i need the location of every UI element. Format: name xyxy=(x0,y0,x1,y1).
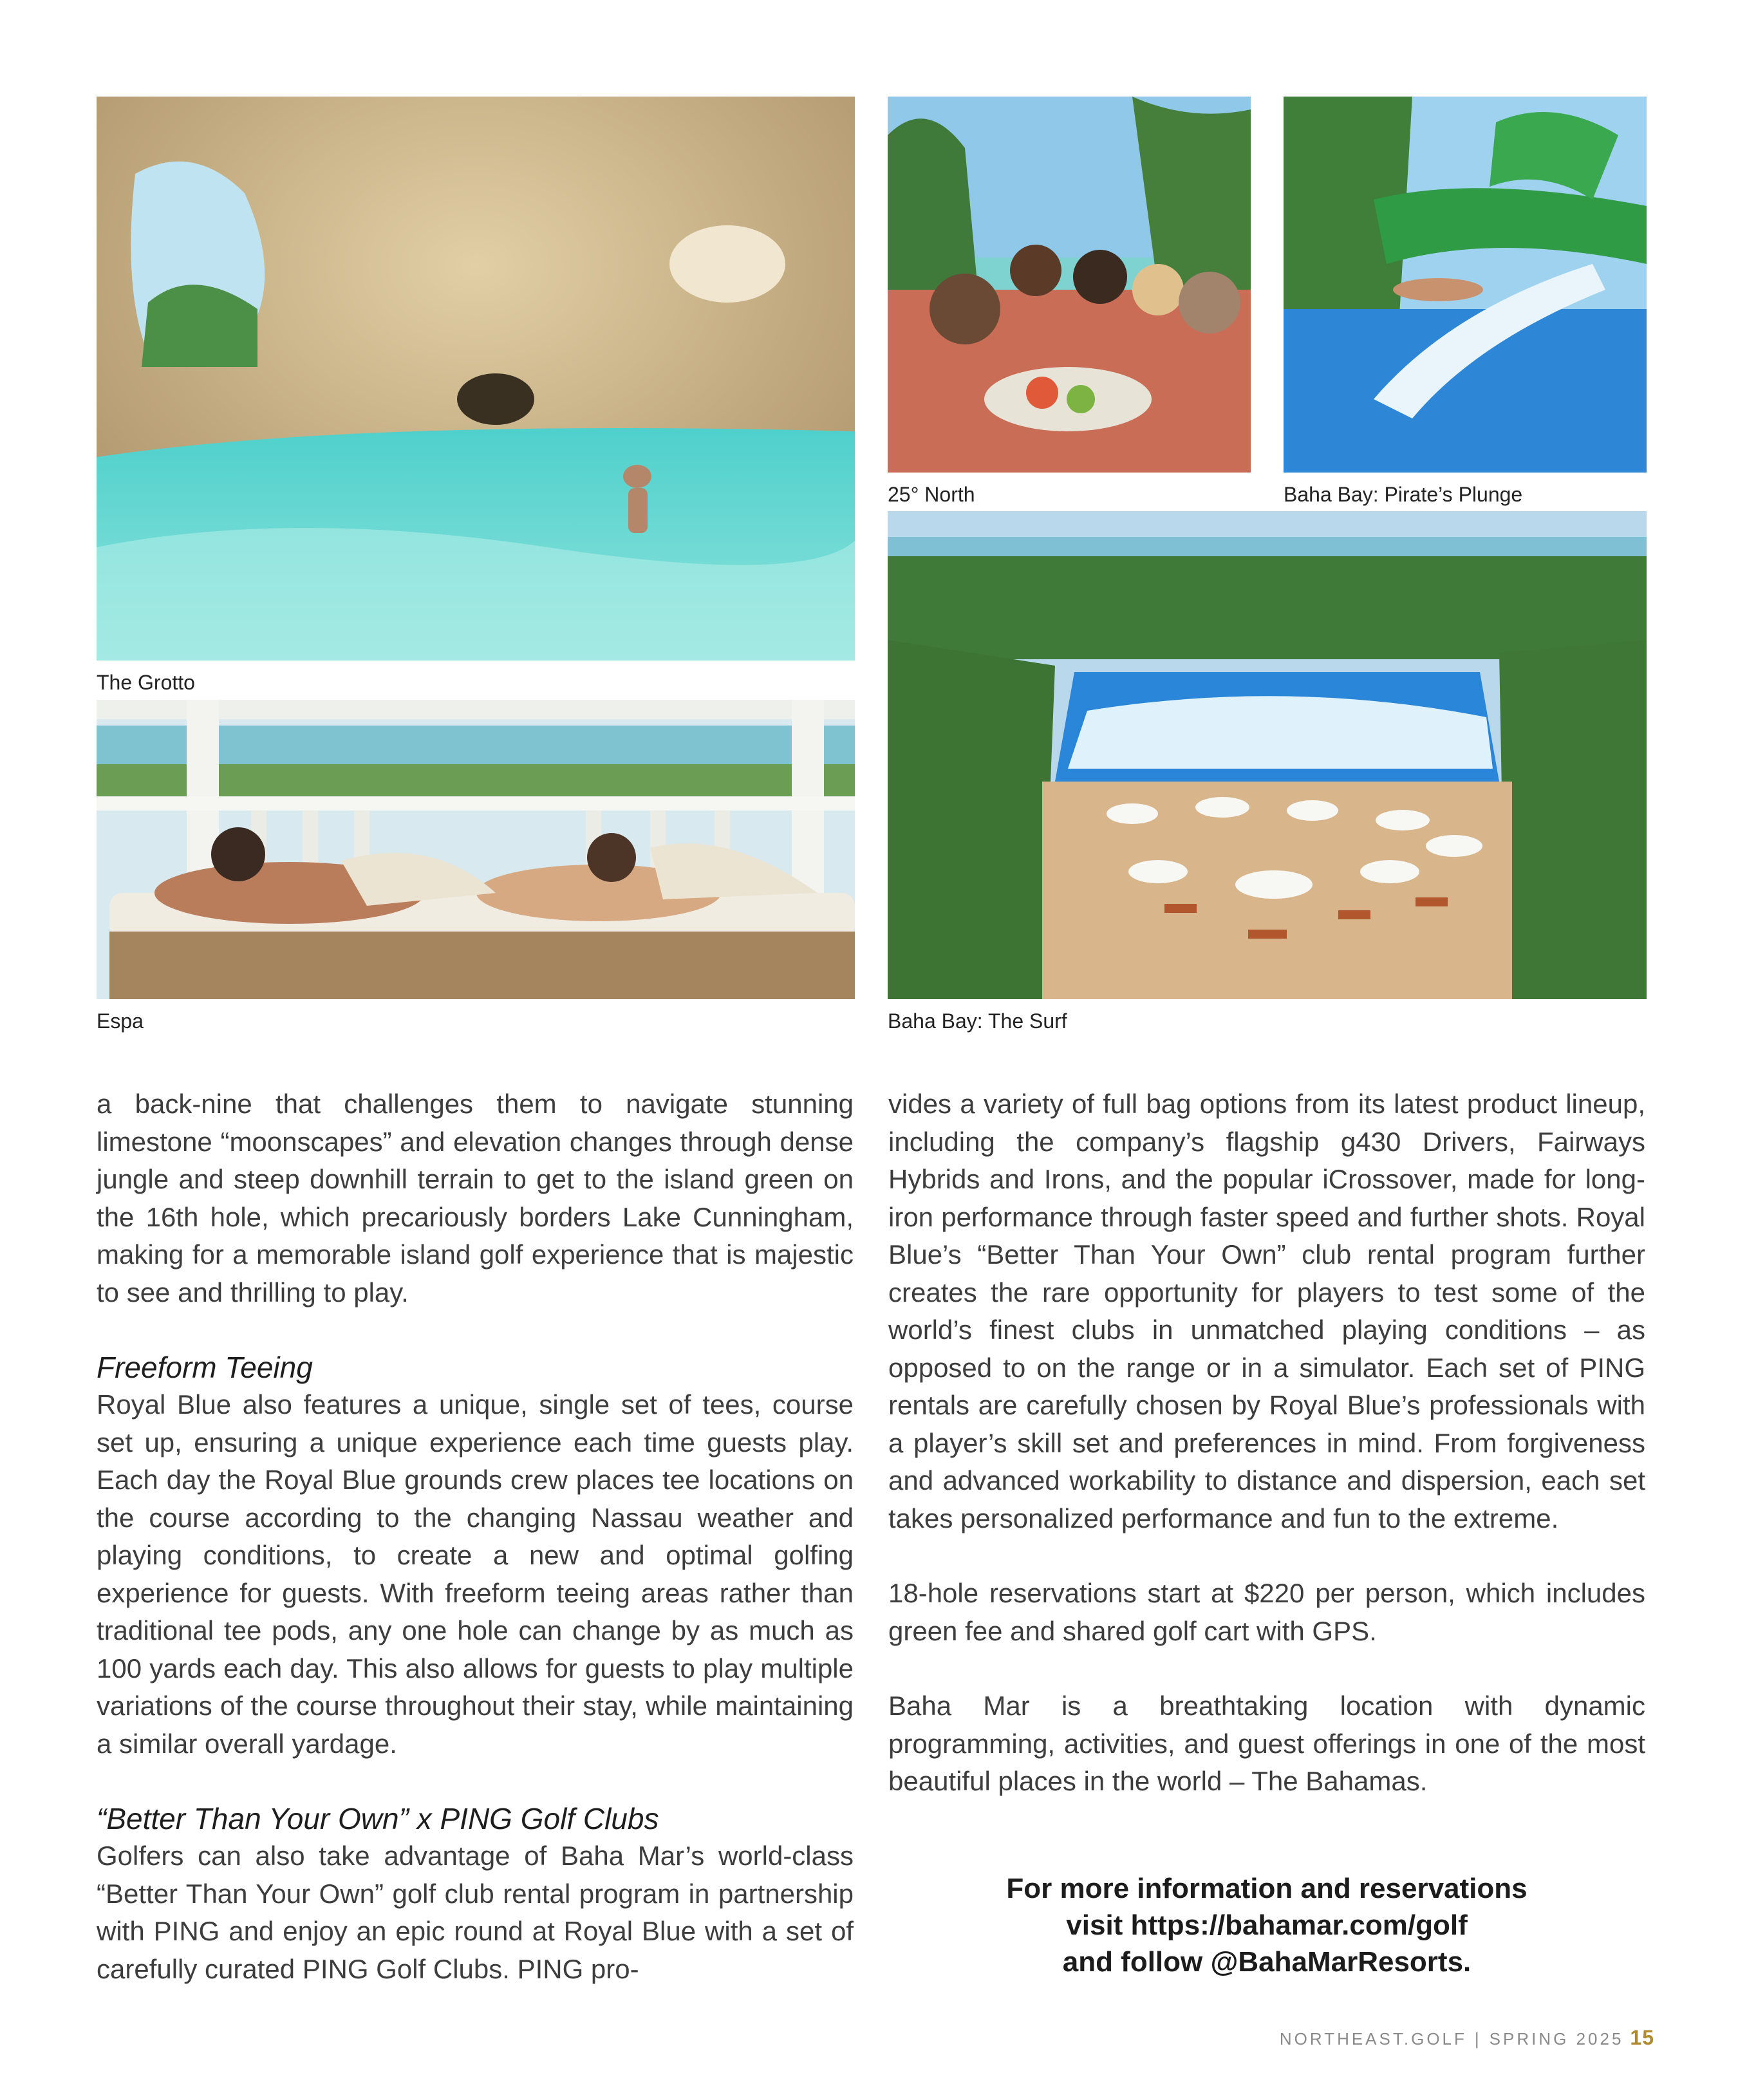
freeform-paragraph: Royal Blue also features a unique, single set of tees, course set up, ensuring a unique experience each time guests play. Each day the Royal Blue grounds crew places tee locations on the course according to the changing Nassau weather and playing conditions, to create a new and optimal golfing experience for guests. With freeform teeing areas rather than traditional tee pods, any one hole can change by as much as 100 yards each day. This also allows for guests to play multiple variations of the course throughout their stay, while maintaining a similar overall yardage. xyxy=(97,1389,854,1759)
caption-plunge: Baha Bay: Pirate’s Plunge xyxy=(1284,483,1523,506)
right-column xyxy=(888,1085,1645,1801)
baha-mar-paragraph: Baha Mar is a breathtaking location with dynamic programming, activities, and guest offerings in one of the most beautiful places in the world – The Bahamas. xyxy=(888,1691,1645,1796)
intro-paragraph: a back-nine that challenges them to navigate stunning limestone “moonscapes” and elevation changes through dense jungle and steep downhill terrain to get to the island green on the 16th hole, which precariously borders Lake Cunningham, making for a memorable island golf experience that is majestic to see and thrilling to play. xyxy=(97,1089,854,1308)
call-to-action xyxy=(888,1870,1645,1980)
footer-separator: | xyxy=(1474,2029,1482,2048)
caption-surf: Baha Bay: The Surf xyxy=(888,1009,1067,1033)
surf-photo xyxy=(888,511,1647,999)
caption-grotto: The Grotto xyxy=(97,671,195,694)
north-photo xyxy=(888,97,1251,473)
cta-line-3: and follow @BahaMarResorts. xyxy=(1062,1946,1472,1978)
reservations-paragraph: 18-hole reservations start at $220 per person, which includes green fee and shared golf cart with GPS. xyxy=(888,1578,1645,1646)
espa-photo xyxy=(97,700,855,999)
caption-espa: Espa xyxy=(97,1009,144,1033)
heading-freeform-teeing: Freeform Teeing xyxy=(97,1351,313,1384)
page-number: 15 xyxy=(1630,2026,1654,2049)
plunge-photo xyxy=(1284,97,1647,473)
left-column xyxy=(97,1085,854,1988)
grotto-photo xyxy=(97,97,855,661)
page-footer xyxy=(1280,2026,1654,2050)
caption-north: 25° North xyxy=(888,483,975,506)
cta-line-2[interactable]: visit https://bahamar.com/golf xyxy=(1066,1909,1468,1941)
ping-continued-paragraph: vides a variety of full bag options from its latest product lineup, including the company’s flagship g430 Drivers, Fairways Hybrids and Irons, and the popular iCrossover, made for long-iron performance through faster speed and further shots. Royal Blue’s “Better Than Your Own” club rental program further creates the rare opportunity for players to test some of the world’s finest clubs in unmatched playing conditions – as opposed to on the range or in a simulator. Each set of PING rentals are carefully chosen by Royal Blue’s professionals with a player’s skill set and preferences in mind. From forgiveness and advanced workability to distance and dispersion, each set takes personalized performance and fun to the extreme. xyxy=(888,1089,1645,1533)
cta-line-1: For more information and reservations xyxy=(1006,1873,1528,1904)
issue-label: SPRING 2025 xyxy=(1489,2029,1624,2048)
ping-paragraph: Golfers can also take advantage of Baha Mar’s world-class “Better Than Your Own” golf club rental program in partnership with PING and enjoy an epic round at Royal Blue with a set of carefully curated PING Golf Clubs. PING pro- xyxy=(97,1841,854,1984)
heading-ping-clubs: “Better Than Your Own” x PING Golf Clubs xyxy=(97,1802,659,1835)
publication-name: NORTHEAST.GOLF xyxy=(1279,2029,1467,2048)
